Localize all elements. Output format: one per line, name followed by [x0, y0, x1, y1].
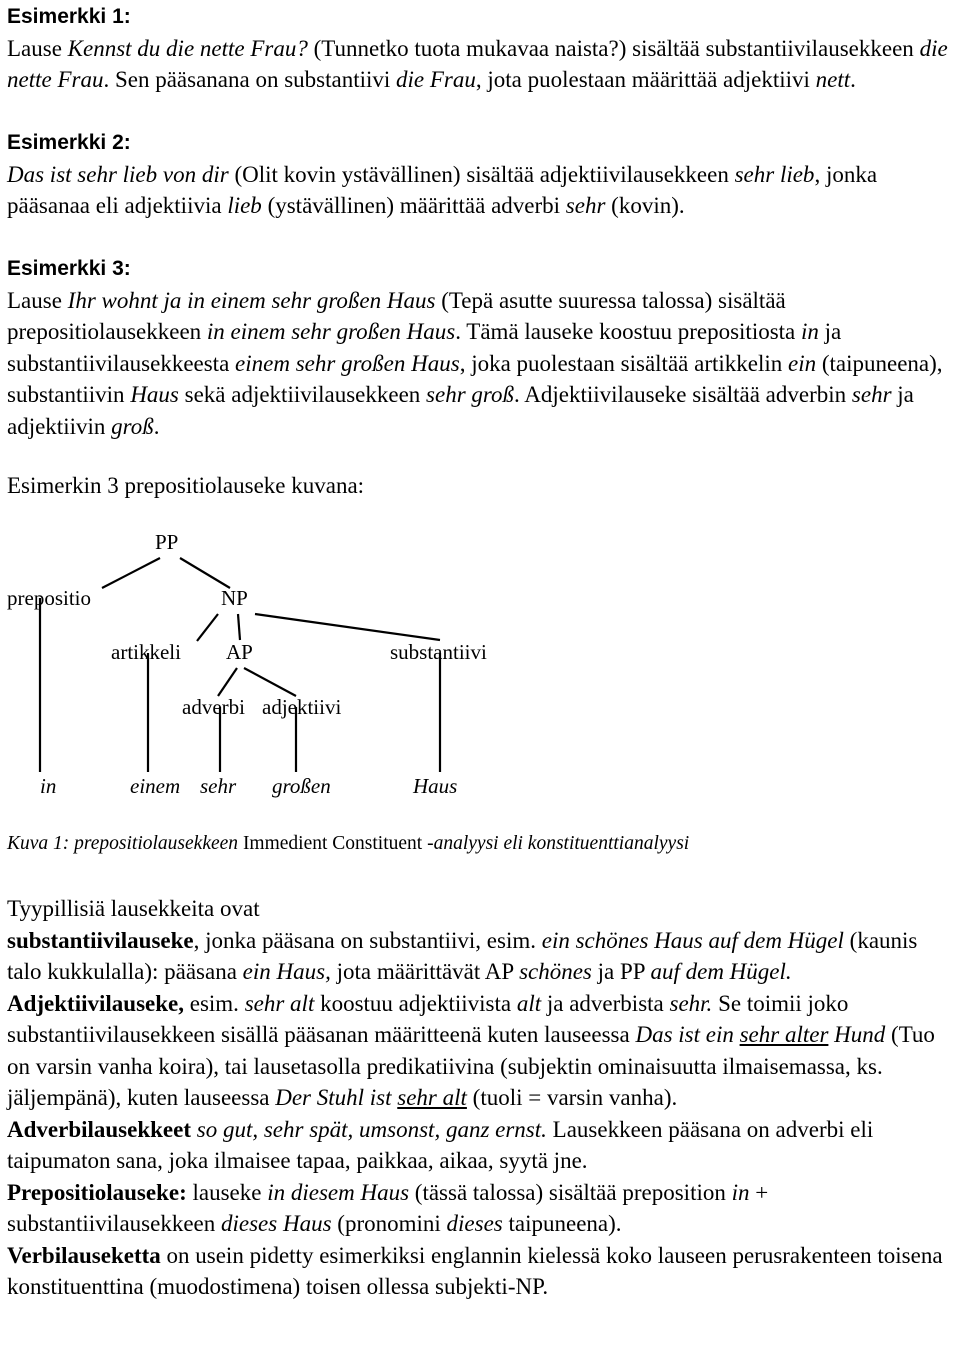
edge-np-ap	[238, 614, 240, 640]
german-phrase: einem sehr großen Haus	[235, 350, 460, 376]
text: .	[850, 67, 856, 92]
text: , jonka pääsanaa eli adjektiivia	[7, 161, 878, 218]
constituent-tree-diagram	[0, 520, 960, 820]
node-adverbi: adverbi	[182, 695, 245, 719]
german-sentence: Kennst du die nette Frau?	[67, 35, 308, 61]
german-word: alt	[516, 990, 542, 1016]
german-sentence: Das ist sehr lieb von dir	[7, 161, 229, 187]
text: (tuoli = varsin vanha).	[466, 1085, 678, 1110]
text: (ystävällinen) määrittää adverbi	[261, 193, 566, 218]
example-1	[7, 0, 957, 96]
german-word: sehr.	[669, 990, 713, 1016]
text: jota määrittävät AP	[330, 959, 520, 984]
text: .	[153, 413, 160, 439]
edge-ap-adverbi	[218, 668, 237, 696]
text: (Olit kovin ystävällinen) sisältää adjektiivilausekkeen	[228, 161, 735, 187]
edge-ap-adjektiivi	[244, 668, 296, 696]
text: . Tämä lauseke koostuu prepositiosta	[455, 319, 802, 344]
text: , jonka pääsana on substantiivi, esim.	[193, 927, 542, 953]
term-adverbilausekkeet: Adverbilausekkeet	[7, 1116, 191, 1142]
text: ja adverbista	[541, 990, 670, 1016]
tree-intro: Esimerkin 3 prepositiolauseke kuvana:	[7, 473, 365, 498]
example-1-heading: Esimerkki 1:	[7, 5, 131, 28]
german-word: nett	[815, 67, 851, 92]
german-word: Haus	[130, 382, 179, 407]
text: esim.	[183, 990, 245, 1016]
word-sehr: sehr	[200, 774, 237, 798]
text: ja PP	[591, 959, 651, 984]
term-verbilauseketta: Verbilauseketta	[7, 1242, 161, 1268]
german-phrase: ein Haus,	[242, 959, 331, 984]
node-adjektiivi: adjektiivi	[262, 695, 342, 719]
text: lauseke	[186, 1179, 268, 1205]
german-phrase: sehr groß	[426, 382, 515, 407]
german-word: groß	[111, 413, 154, 439]
caption-part: Kuva 1: prepositiolausekkeen	[7, 833, 239, 854]
german-phrase: so gut, sehr spät, umsonst, ganz ernst.	[191, 1116, 547, 1142]
edge-pp-prepositio	[102, 558, 160, 588]
edge-np-substantiivi	[255, 614, 440, 640]
word-grossen: großen	[272, 774, 331, 798]
text: Lause	[7, 287, 68, 313]
german-word: sehr	[851, 382, 892, 407]
term-adjektiivilauseke: Adjektiivilauseke,	[7, 990, 184, 1016]
german-phrase: Der Stuhl ist	[275, 1085, 398, 1110]
german-phrase: in einem sehr großen Haus	[206, 319, 456, 344]
german-word: lieb	[227, 193, 262, 218]
german-phrase: sehr alt	[244, 990, 315, 1016]
text: (Tunnetko tuota mukavaa naista?) sisältää substantiivilausekkeen	[307, 35, 920, 61]
word-einem: einem	[130, 774, 181, 798]
german-word: Hund	[828, 1022, 886, 1047]
text: . Adjektiivilauseke sisältää adverbin	[514, 382, 852, 407]
german-sentence: Ihr wohnt ja in einem sehr großen Haus	[67, 287, 436, 313]
german-word: ein	[788, 350, 817, 376]
text: sekä adjektiivilausekkeen	[178, 382, 427, 407]
text: (Tepä asutte suuressa talossa) sisältää prepositiolausekkeen	[7, 287, 786, 344]
german-word: schönes	[519, 959, 592, 984]
german-phrase: sehr lieb	[734, 161, 815, 187]
german-word: dieses	[446, 1211, 503, 1236]
text: ja adjektiivin	[7, 382, 914, 439]
term-prepositiolauseke: Prepositiolauseke:	[7, 1179, 187, 1205]
example-2-heading: Esimerkki 2:	[7, 131, 131, 154]
node-artikkeli: artikkeli	[111, 640, 181, 664]
node-prepositio: prepositio	[7, 586, 91, 610]
types-intro: Tyypillisiä lausekkeita ovat	[7, 896, 260, 921]
text: (kovin).	[605, 193, 685, 218]
german-phrase: in diesem Haus	[267, 1179, 410, 1205]
node-ap: AP	[226, 640, 253, 664]
text: Se toimii joko substantiivilausekkeen sisällä pääsanan määritteenä kuten lauseessa	[7, 990, 849, 1047]
caption-part: Immedient Constituent	[238, 833, 428, 854]
node-substantiivi: substantiivi	[390, 640, 487, 664]
german-phrase: auf dem Hügel.	[650, 959, 792, 984]
edge-np-artikkeli	[197, 614, 218, 641]
text: taipuneena).	[502, 1211, 622, 1236]
word-haus: Haus	[413, 774, 458, 798]
german-word: in	[801, 319, 819, 344]
figure-caption	[7, 830, 689, 858]
text: , jota puolestaan määrittää adjektiivi	[475, 67, 816, 92]
text: Lausekkeen pääsana on adverbi eli taipumaton sana, joka ilmaisee tapaa, paikkaa, aikaa, syytä jne.	[7, 1116, 874, 1173]
text: ja substantiivilausekkeesta	[7, 319, 842, 376]
text: (kaunis talo kukkulalla): pääsana	[7, 927, 918, 984]
caption-part: -analyysi eli konstituenttianalyysi	[427, 833, 690, 854]
example-3	[7, 252, 957, 442]
example-3-heading: Esimerkki 3:	[7, 257, 131, 280]
text: + substantiivilausekkeen	[7, 1179, 769, 1236]
example-2	[7, 126, 957, 222]
text: (taipuneena), substantiivin	[7, 350, 943, 407]
underlined-phrase: sehr alt	[397, 1085, 467, 1110]
german-phrase: Das ist ein	[635, 1022, 740, 1047]
german-phrase: ein schönes Haus auf dem Hügel	[541, 927, 844, 953]
text: on usein pidetty esimerkiksi englannin kielessä koko lauseen perusrakenteen toisena konstituenttina (muodostimena) toisen ollessa subjekti-NP.	[7, 1242, 943, 1299]
text: (Tuo on varsin vanha koira), tai lausetasolla predikatiivina (subjektin ominaisuutta ilmaisemassa, ks. jäljempänä), kuten lauseessa	[7, 1022, 935, 1110]
edge-pp-np	[180, 558, 230, 588]
term-substantiivilauseke: substantiivilauseke	[7, 927, 194, 953]
underlined-phrase: sehr alter	[739, 1022, 829, 1047]
word-in: in	[40, 774, 57, 798]
german-phrase: die Frau	[396, 67, 476, 92]
text: Lause	[7, 35, 68, 61]
node-np: NP	[221, 586, 248, 610]
text: . Sen pääsanana on substantiivi	[103, 67, 397, 92]
text: (tässä talossa) sisältää preposition	[409, 1179, 732, 1205]
german-word: sehr	[565, 193, 606, 218]
german-phrase: die nette Frau	[7, 35, 948, 92]
text: (pronomini	[331, 1211, 447, 1236]
text: koostuu adjektiivista	[314, 990, 517, 1016]
text: , joka puolestaan sisältää artikkelin	[459, 350, 788, 376]
phrase-types	[7, 893, 957, 1303]
german-phrase: dieses Haus	[221, 1211, 332, 1236]
german-word: in	[731, 1179, 750, 1205]
node-pp: PP	[155, 530, 179, 554]
